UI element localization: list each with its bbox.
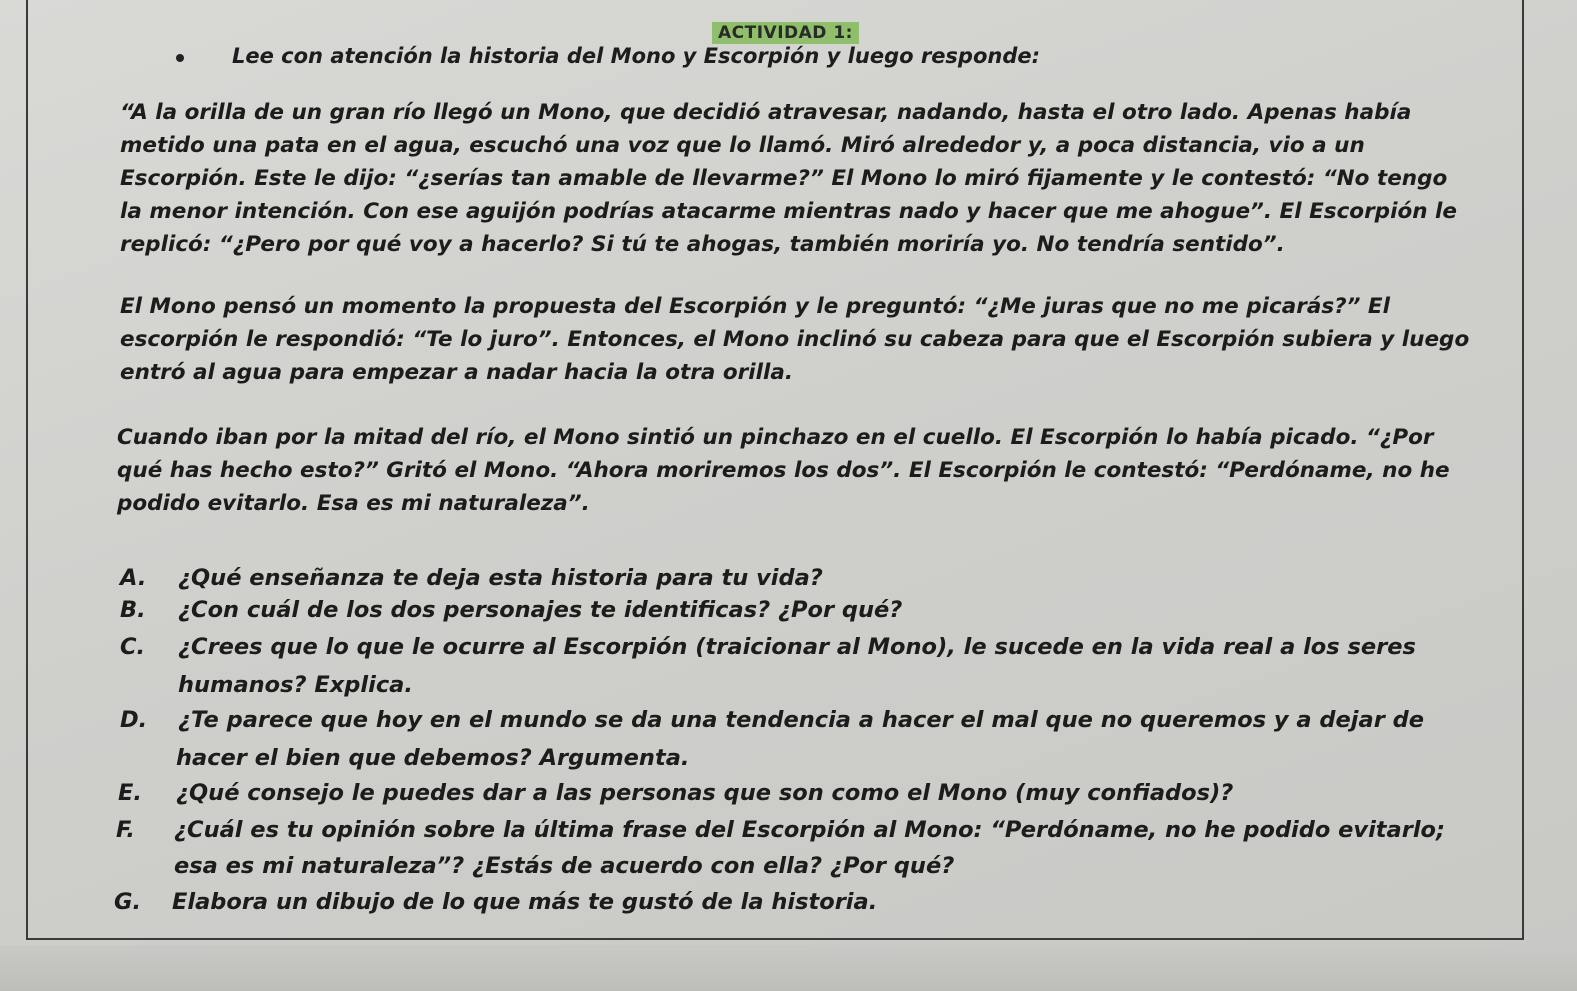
story-paragraph-3: Cuando iban por la mitad del río, el Mono sintió un pinchazo en el cuello. El Escorpión lo había picado. “¿Por qué has hecho esto?” Gritó el Mono. “Ahora moriremos los dos”. El Escorpión le contestó: “Perdóname, no he podido evitarlo. Esa es mi naturaleza”. [117, 425, 1450, 516]
question-text: hacer el bien que debemos? Argumenta. [176, 745, 690, 771]
instruction-text: Lee con atención la historia del Mono y Escorpión y luego responde: [232, 44, 1041, 68]
question-letter: G. [114, 889, 142, 915]
question-text: Elabora un dibujo de lo que más te gustó de la historia. [172, 889, 878, 915]
question-letter: C. [120, 634, 146, 660]
question-text: ¿Qué consejo le puedes dar a las personas que son como el Mono (muy confiados)? [176, 780, 1234, 806]
question-text: ¿Con cuál de los dos personajes te identificas? ¿Por qué? [178, 597, 903, 623]
activity-title: ACTIVIDAD 1: [712, 22, 859, 44]
story-paragraph-2: El Mono pensó un momento la propuesta del Escorpión y le preguntó: “¿Me juras que no me picarás?” El escorpión le respondió: “Te lo juro”. Entonces, el Mono inclinó su cabeza para que el Escorpión subiera y luego entró al agua para empezar a nadar hacia la otra orilla. [120, 294, 1470, 385]
question-letter: F. [116, 817, 135, 843]
question-letter: A. [120, 565, 147, 591]
question-letter: B. [120, 597, 146, 623]
question-text: esa es mi naturaleza”? ¿Estás de acuerdo con ella? ¿Por qué? [174, 853, 955, 879]
question-text: ¿Crees que lo que le ocurre al Escorpión (traicionar al Mono), le sucede en la vida real a los seres [178, 634, 1416, 660]
question-text: humanos? Explica. [178, 672, 413, 698]
question-text: ¿Te parece que hoy en el mundo se da una tendencia a hacer el mal que no queremos y a dejar de [178, 707, 1424, 733]
question-text: ¿Cuál es tu opinión sobre la última frase del Escorpión al Mono: “Perdóname, no he podido evitarlo; [174, 817, 1446, 843]
question-text: ¿Qué enseñanza te deja esta historia para tu vida? [178, 565, 823, 591]
story-paragraph-1: “A la orilla de un gran río llegó un Mono, que decidió atravesar, nadando, hasta el otro lado. Apenas había metido una pata en el agua, escuchó una voz que lo llamó. Miró alrededor y, a poca distancia, vio a un Escorpión. Este le dijo: “¿serías tan amable de llevarme?” El Mono lo miró fijamente y le contestó: “No tengo la menor intención. Con ese aguijón podrías atacarme mientras nado y hacer que me ahogue”. El Escorpión le replicó: “¿Pero por qué voy a hacerlo? Si tú te ahogas, también moriría yo. No tendría sentido”. [120, 100, 1457, 257]
bullet-icon [176, 54, 184, 62]
question-letter: E. [118, 780, 142, 806]
question-letter: D. [120, 707, 148, 733]
page-bottom-margin [0, 945, 1577, 991]
